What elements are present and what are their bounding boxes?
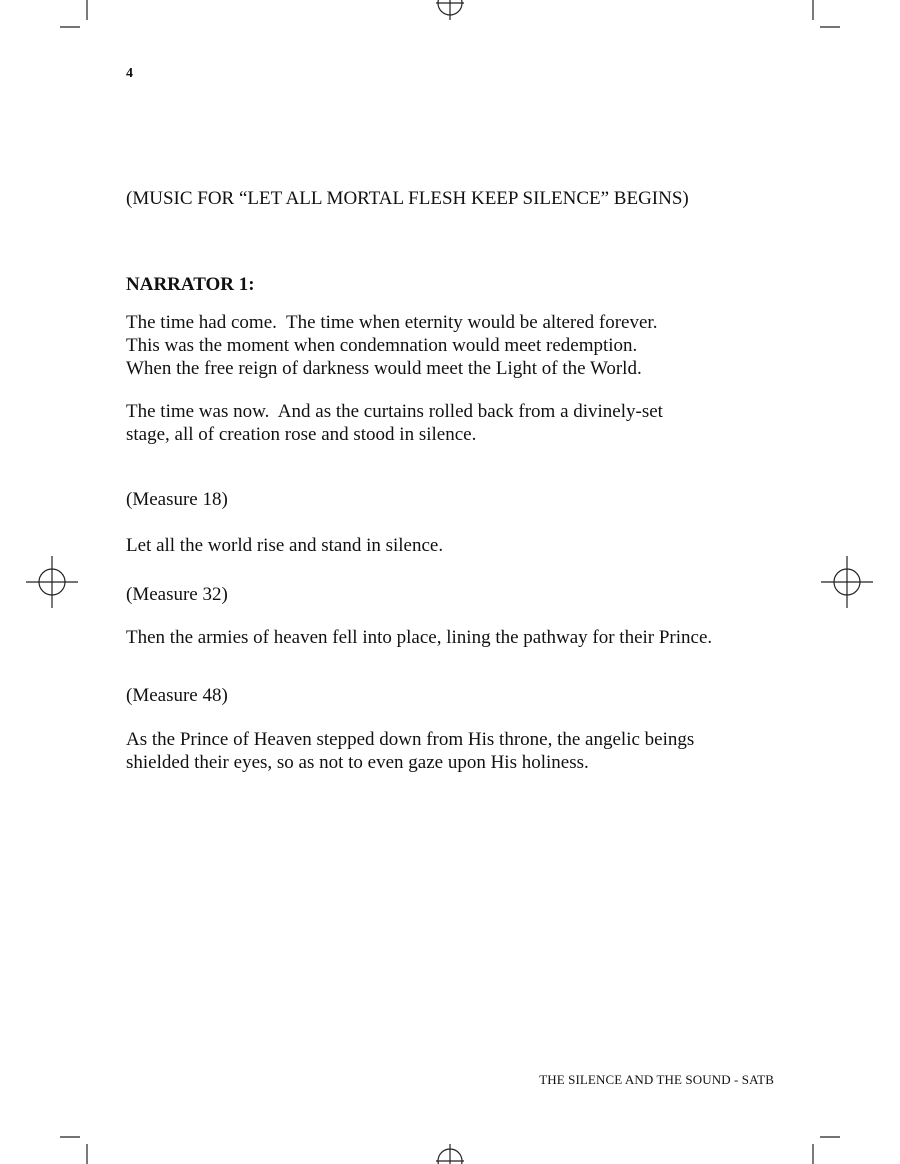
speaker-heading: NARRATOR 1: <box>126 274 255 295</box>
measure-cue: (Measure 48) <box>126 685 228 706</box>
stage-direction: (MUSIC FOR “LET ALL MORTAL FLESH KEEP SILENCE” BEGINS) <box>126 188 689 209</box>
registration-mark-right <box>821 556 873 608</box>
registration-mark-top <box>436 0 464 20</box>
cue-line: Let all the world rise and stand in silence. <box>126 535 444 556</box>
footer-title: THE SILENCE AND THE SOUND - SATB <box>539 1072 774 1087</box>
script-paragraph: The time was now. And as the curtains rolled back from a divinely-set stage, all of creation rose and stood in silence. <box>126 401 663 445</box>
cue-line: As the Prince of Heaven stepped down from His throne, the angelic beings shielded their eyes, so as not to even gaze upon His holiness. <box>126 729 695 773</box>
registration-mark-left <box>26 556 78 608</box>
measure-cue: (Measure 18) <box>126 489 228 510</box>
cue-line: Then the armies of heaven fell into place, lining the pathway for their Prince. <box>126 627 713 648</box>
registration-mark-bottom <box>436 1144 464 1164</box>
page-number: 4 <box>126 66 133 81</box>
measure-cue: (Measure 32) <box>126 584 228 605</box>
script-paragraph: The time had come. The time when eternity would be altered forever. This was the moment when condemnation would meet redemption. When the free reign of darkness would meet the Light of the World. <box>126 312 658 379</box>
